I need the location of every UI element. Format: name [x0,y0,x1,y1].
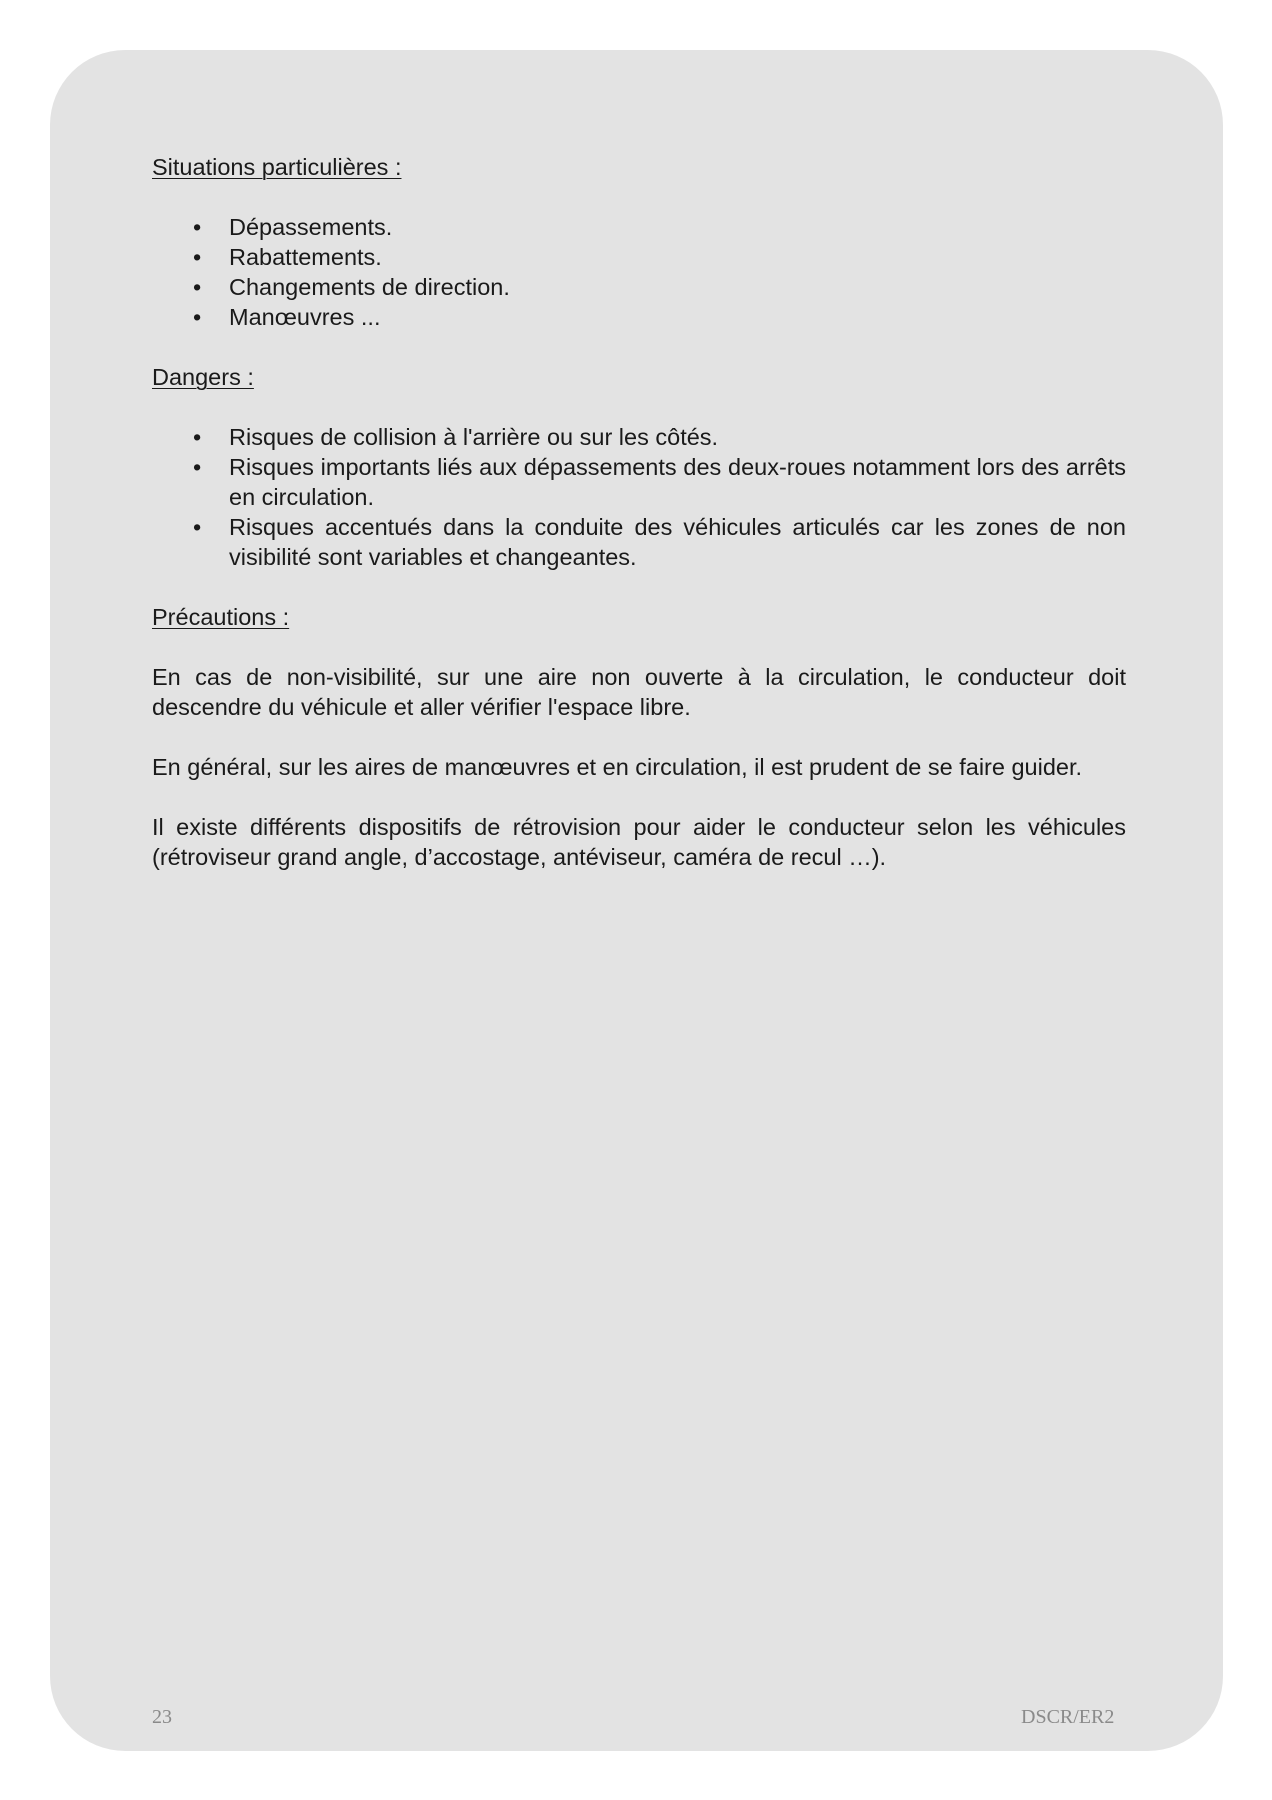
bullet-icon: • [193,454,202,480]
list-item [152,212,1126,242]
list-item [152,452,1126,512]
bullet-icon: • [193,424,202,450]
list-item-text: Manœuvres ... [229,304,381,330]
list-item [152,272,1126,302]
list-dangers [152,422,1126,572]
list-situations [152,212,1126,332]
list-item-text: Dépassements. [229,214,393,240]
heading-precautions: Précautions : [152,604,290,630]
bullet-icon: • [193,214,202,240]
list-item-text: Rabattements. [229,244,382,270]
list-item-text: Risques de collision à l'arrière ou sur les côtés. [229,424,719,450]
bullet-icon: • [193,274,202,300]
paragraph: Il existe différents dispositifs de rétrovision pour aider le conducteur selon les véhicules (rétroviseur grand angle, d’accostage, antéviseur, caméra de recul …). [152,814,1126,870]
page-number: 23 [152,1706,172,1728]
document-body [152,152,1126,872]
heading-situations: Situations particulières : [152,154,402,180]
heading-dangers: Dangers : [152,364,254,390]
paragraph: En cas de non-visibilité, sur une aire non ouverte à la circulation, le conducteur doit descendre du véhicule et aller vérifier l'espace libre. [152,664,1126,720]
document-code: DSCR/ER2 [1021,1706,1115,1728]
bullet-icon: • [193,514,202,540]
bullet-icon: • [193,304,202,330]
list-item-text: Risques accentués dans la conduite des véhicules articulés car les zones de non visibilité sont variables et changeantes. [229,514,1126,570]
list-item [152,242,1126,272]
list-item [152,512,1126,572]
list-item [152,422,1126,452]
list-item-text: Changements de direction. [229,274,510,300]
bullet-icon: • [193,244,202,270]
paragraph: En général, sur les aires de manœuvres et en circulation, il est prudent de se faire guider. [152,754,1083,780]
list-item [152,302,1126,332]
list-item-text: Risques importants liés aux dépassements des deux-roues notamment lors des arrêts en circulation. [229,454,1126,510]
